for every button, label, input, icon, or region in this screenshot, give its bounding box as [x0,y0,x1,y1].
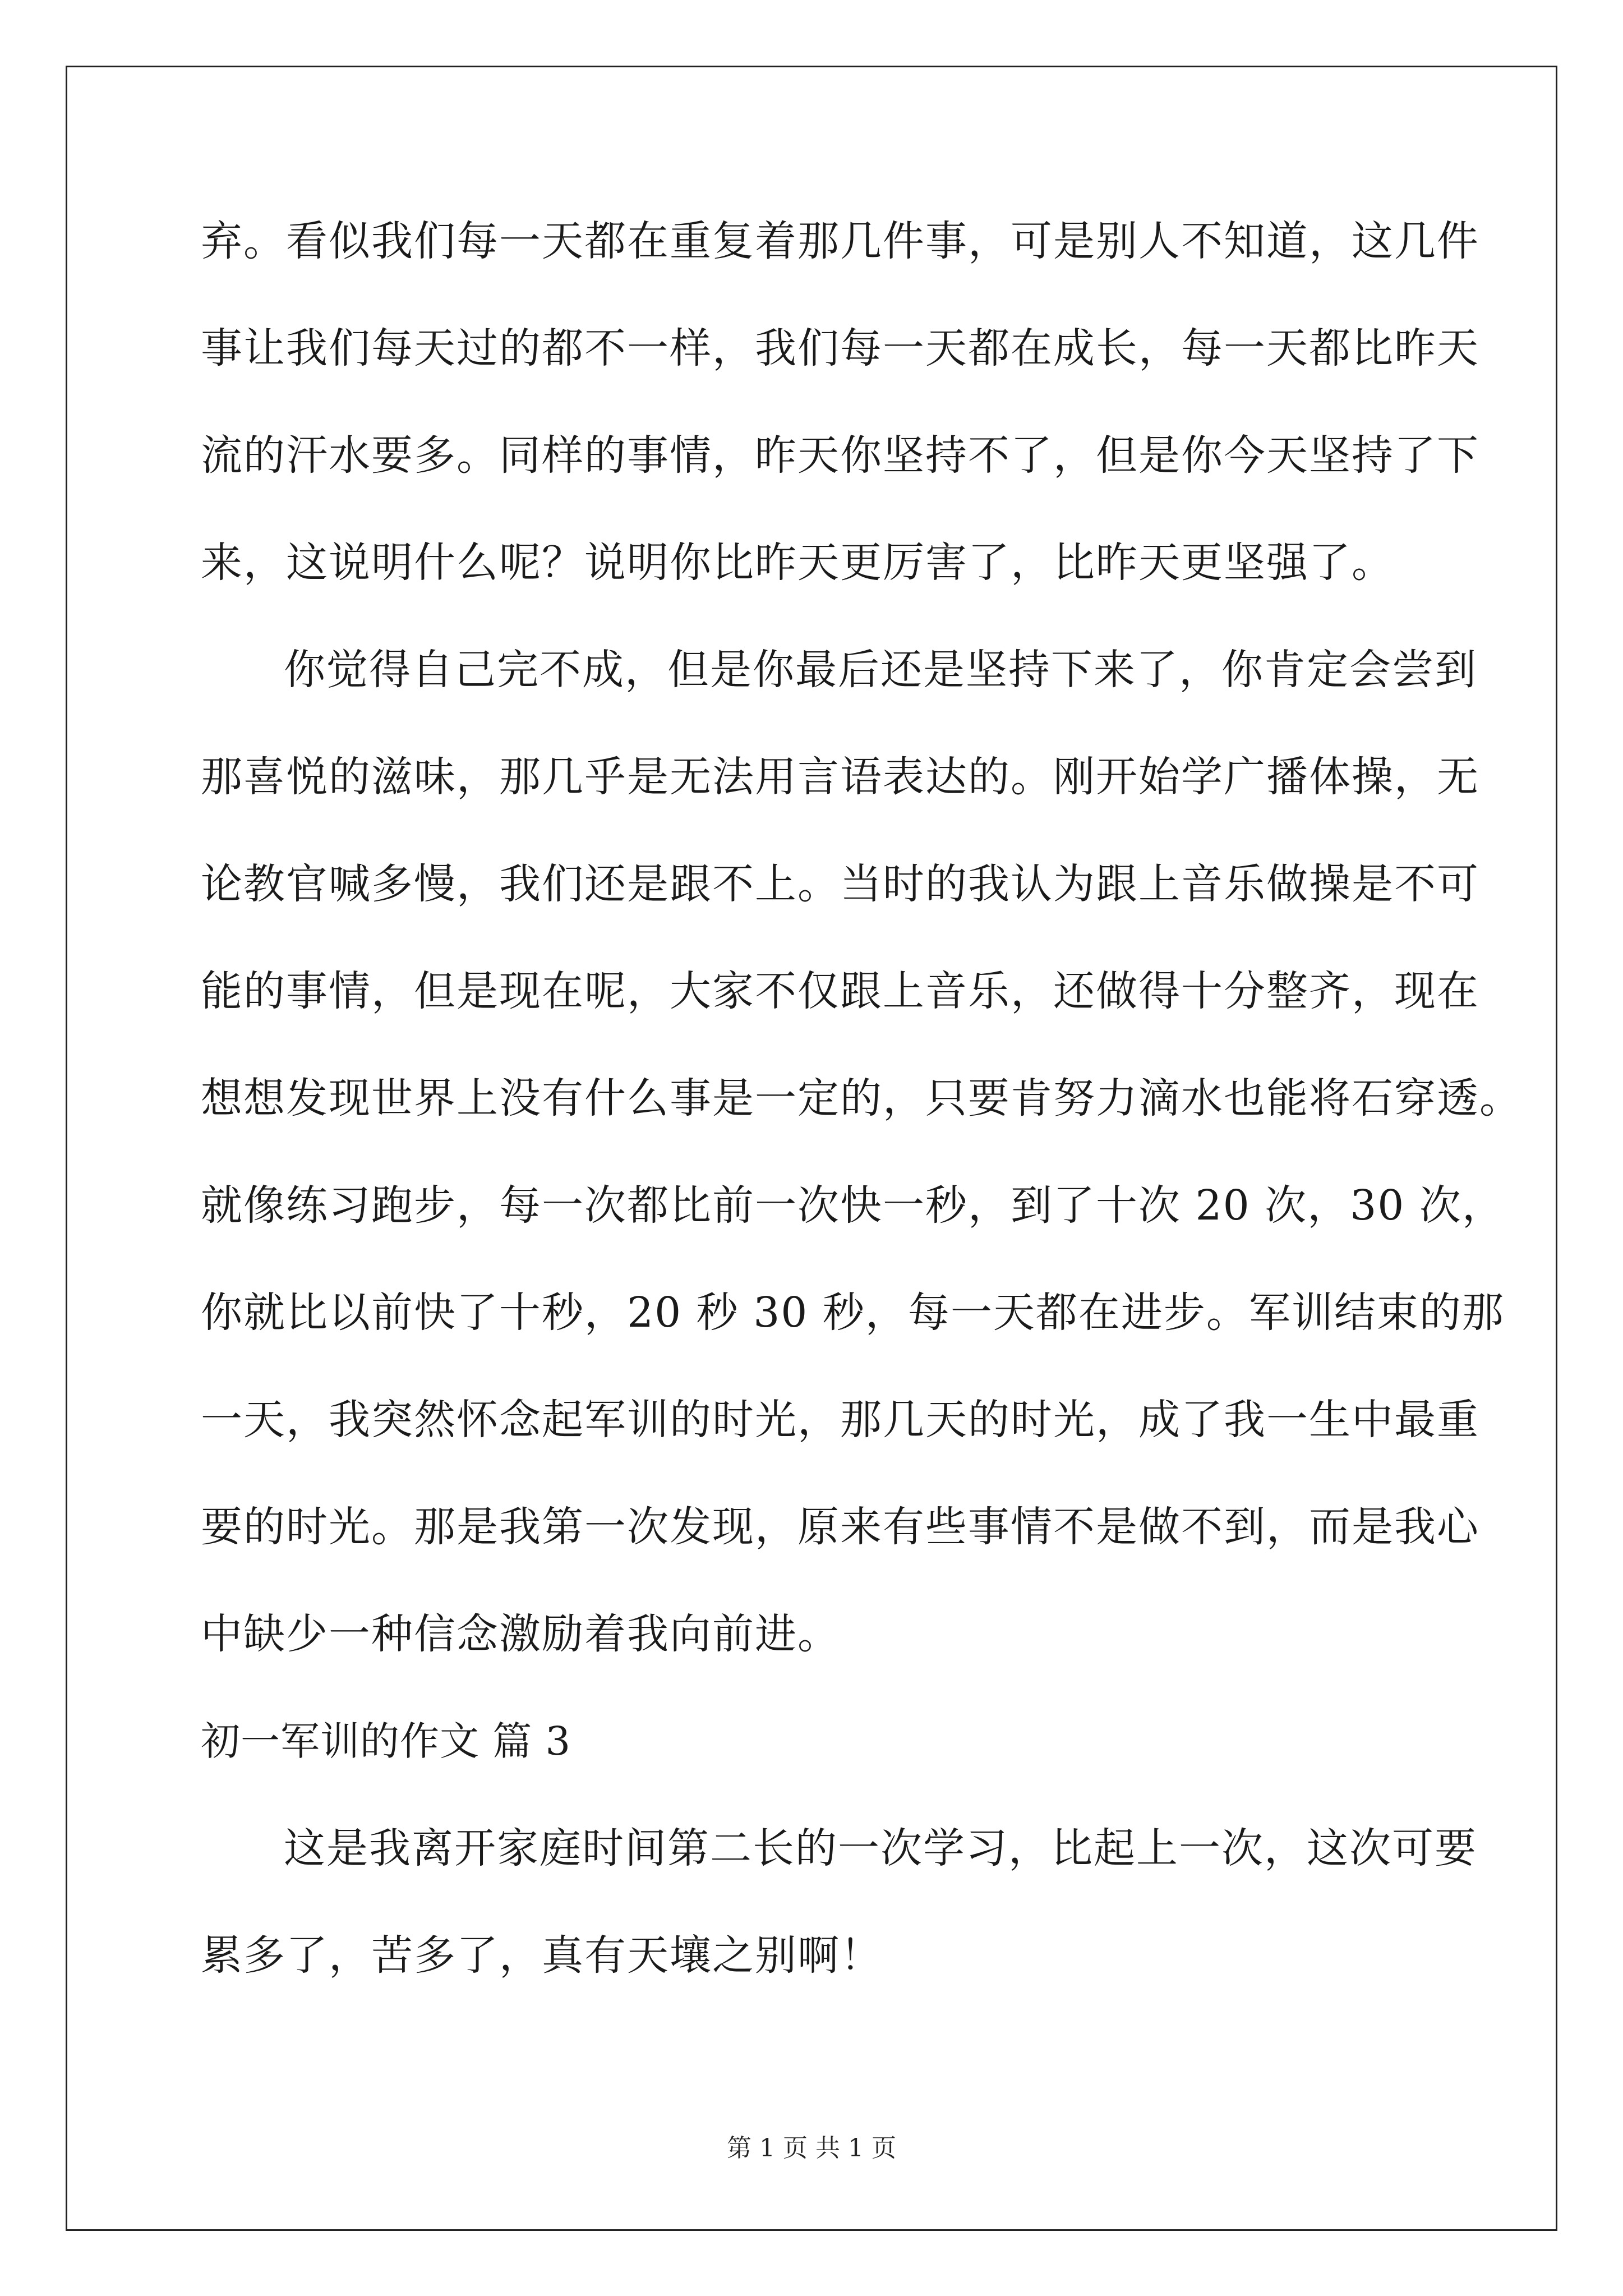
document-body [201,202,1522,2023]
section-heading: 初一军训的作文 篇 3 [201,1718,571,1764]
paragraph-line: 要的时光。那是我第一次发现，原来有些事情不是做不到，而是我心 [201,1503,1479,1551]
paragraph-line: 你觉得自己完不成，但是你最后还是坚持下来了，你肯定会尝到 [284,646,1477,694]
paragraph-line: 想想发现世界上没有什么事是一定的，只要肯努力滴水也能将石穿透。 [201,1074,1522,1122]
paragraph-line: 流的汗水要多。同样的事情，昨天你坚持不了，但是你今天坚持了下 [201,431,1479,480]
paragraph-line: 你就比以前快了十秒，20 秒 30 秒，每一天都在进步。军训结束的那 [201,1289,1505,1337]
paragraph-line: 这是我离开家庭时间第二长的一次学习，比起上一次，这次可要 [284,1824,1477,1872]
paragraph-line: 就像练习跑步，每一次都比前一次快一秒，到了十次 20 次，30 次， [201,1181,1505,1230]
paragraph-line: 来，这说明什么呢？说明你比昨天更厉害了，比昨天更坚强了。 [201,539,1394,587]
paragraph-line: 事让我们每天过的都不一样，我们每一天都在成长，每一天都比昨天 [201,324,1479,372]
paragraph-line: 一天，我突然怀念起军训的时光，那几天的时光，成了我一生中最重 [201,1396,1479,1444]
paragraph-line: 能的事情，但是现在呢，大家不仅跟上音乐，还做得十分整齐，现在 [201,967,1479,1015]
paragraph-line: 那喜悦的滋味，那几乎是无法用言语表达的。刚开始学广播体操，无 [201,753,1479,801]
paragraph-line: 累多了，苦多了，真有天壤之别啊！ [201,1931,883,1980]
page-footer: 第 1 页 共 1 页 [727,2134,896,2162]
paragraph-line: 弃。看似我们每一天都在重复着那几件事，可是别人不知道，这几件 [201,217,1479,265]
paragraph-line: 论教官喊多慢，我们还是跟不上。当时的我认为跟上音乐做操是不可 [201,860,1479,908]
paragraph-line: 中缺少一种信念激励着我向前进。 [201,1610,840,1658]
